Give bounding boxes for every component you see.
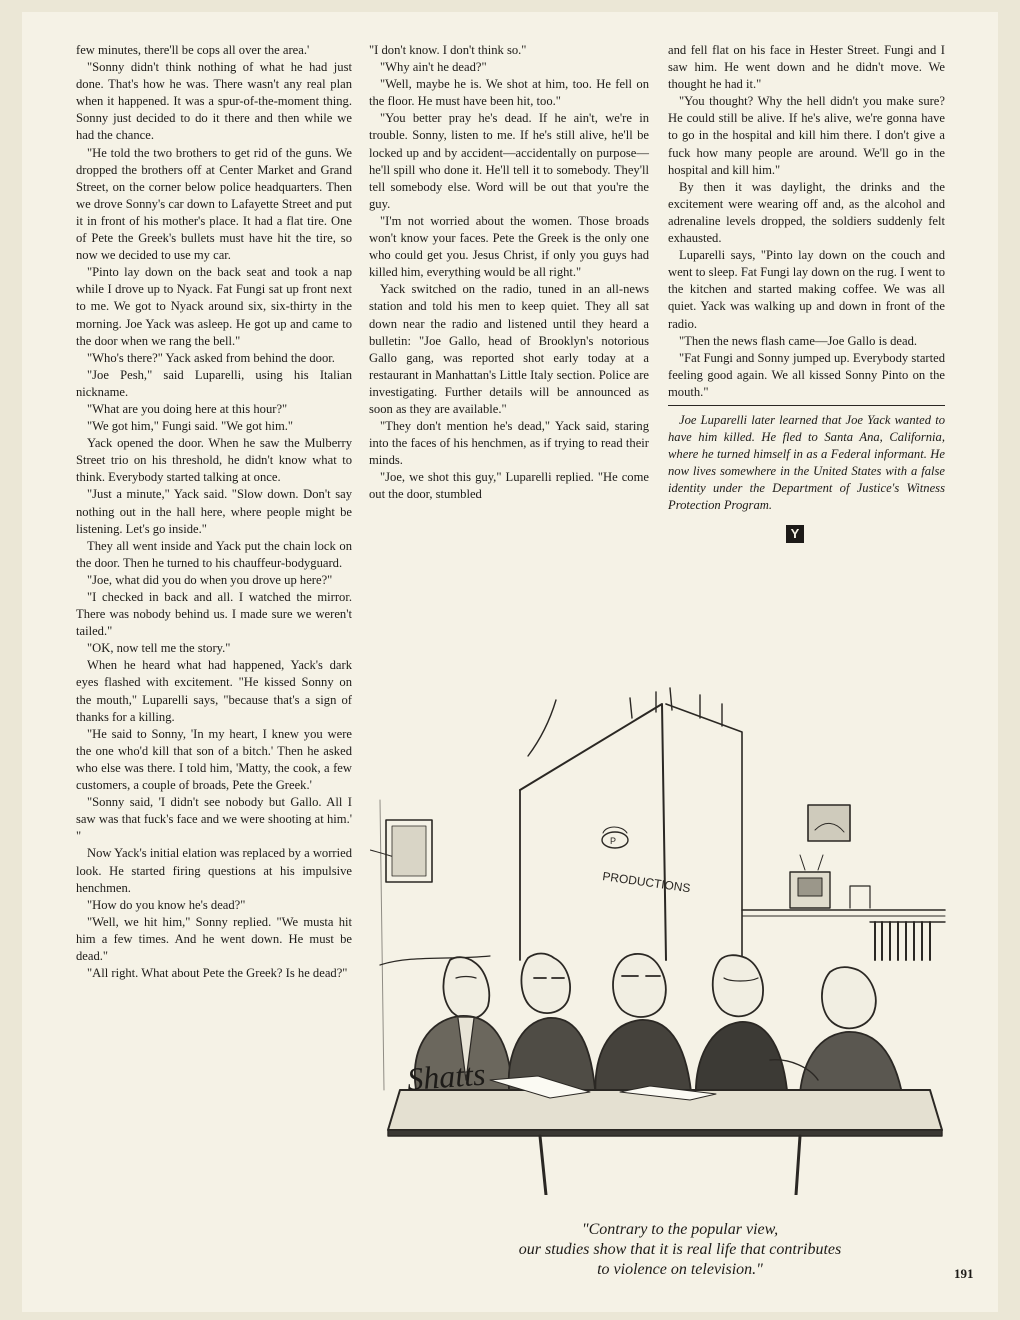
paragraph: "All right. What about Pete the Greek? Is he dead?" [87,966,348,981]
caption-line-3: to violence on television." [597,1261,763,1278]
end-mark-icon: Y [786,525,804,543]
paragraph: "Pinto lay down on the back seat and took a nap while I drove up to Nyack. Fat Fungi sat up front next to me. We got to Nyack around six, six-thirty in the morning. Joe Yack was asleep. He got up and came to the door when we rang the bell." [76,265,352,348]
paragraph: "Sonny didn't think nothing of what he had just done. That's how he was. There wasn't any real plan when it happened. It was a spur-of-the-moment thing. Sonny just decided to do it there and then while we had the chance. [76,60,352,143]
paragraph: "We got him," Fungi said. "We got him." [87,419,294,434]
productions-logo-letter: P [610,836,617,846]
paragraph: "They don't mention he's dead," Yack said, staring into the faces of his henchmen, as if trying to read their minds. [369,419,649,468]
paragraph: "Joe Pesh," said Luparelli, using his Italian nickname. [76,367,352,399]
paragraph: They all went inside and Yack put the chain lock on the door. Then he turned to his chauffeur-bodyguard. [76,538,352,570]
paragraph: Yack opened the door. When he saw the Mulberry Street trio on his threshold, he didn't know what to think. Everybody started talking at once. [76,436,352,485]
paragraph: "I checked in back and all. I watched the mirror. There was nobody behind us. I made sure we weren't tailed." [76,590,352,639]
paragraph: "I don't know. I don't think so." [369,43,527,57]
caption-line-2: our studies show that it is real life that contributes [518,1241,842,1258]
afterword-note: Joe Luparelli later learned that Joe Yack wanted to have him killed. He fled to Santa Ana, California, where he turned himself in as a Federal informant. He now lives somewhere in the United States with a false identity under the Department of Justice's Witness Protection Program. [668,405,945,515]
paragraph: "You thought? Why the hell didn't you make sure? He could still be alive. If he's alive, we're gonna have to go in the hospital and kill him there. I don't give a fuck how many people are around. We'll go in the hospital and kill him." [668,94,945,177]
caption-line-1: "Contrary to the popular view, [581,1221,779,1238]
executive-3 [595,954,692,1102]
bookshelf [870,922,945,960]
paragraph: "I'm not worried about the women. Those broads won't know your faces. Pete the Greek is the only one who could get you. Jesus Christ, if only you guys had killed him, everything would be all right." [369,213,649,280]
artist-signature: Shatts [405,1055,487,1097]
paragraph: "Just a minute," Yack said. "Slow down. Don't say nothing out in the hall here, where people might be listening. Let's go inside." [76,487,352,536]
paragraph: By then it was daylight, the drinks and the excitement were wearing off and, as the alcohol and adrenaline levels dropped, the soldiers suddenly felt exhausted. [668,179,945,246]
cartoon-caption [400,1220,960,1280]
paragraph: "What are you doing here at this hour?" [87,401,288,416]
paragraph: "He told the two brothers to get rid of the guns. We dropped the brothers off at Center Market and Grand Street, on the corner below police headquarters. Then we drove Sonny's car down to Lafayette Street and put it in front of his mother's place. It had a flat tire. One of Pete the Greek's bullets must have hit the tire, so now we decided to use my car. [76,145,352,263]
framed-picture-left [386,820,432,882]
paragraph: "Well, maybe he is. We shot at him, too. He fell on the floor. He must have been hit, too." [369,77,649,109]
productions-sign-text: PRODUCTIONS [601,869,692,896]
framed-picture-right [808,805,850,841]
column-3-body [668,42,945,401]
cartoon-illustration [370,660,950,1195]
paragraph: "OK, now tell me the story." [87,641,231,656]
paragraph: "Joe, what did you do when you drove up here?" [87,572,333,587]
paragraph: "Sonny said, 'I didn't see nobody but Gallo. All I saw was that fuck's face and we were shooting at him.' " [76,795,352,844]
paragraph: "Why ain't he dead?" [380,60,487,75]
paragraph: few minutes, there'll be cops all over the area.' [76,43,310,57]
paragraph: "Fat Fungi and Sonny jumped up. Everybody started feeling good again. We all kissed Sonny Pinto on the mouth." [668,350,945,399]
paragraph: "Joe, we shot this guy," Luparelli replied. "He come out the door, stumbled [369,470,649,502]
door-frame [520,688,742,960]
paragraph: Yack switched on the radio, tuned in an all-news station and told his men to keep quiet. They all sat down near the radio and listened until they heard a bulletin: "Joe Gallo, head of Brooklyn's notorious Gallo gang, was reported shot early today at a restaurant in Manhattan's Little Italy section. Police are investigating. Further details will be announced as soon as they are available." [369,282,649,416]
paragraph: "He said to Sonny, 'In my heart, I knew you were the one who'd kill that son of a bitch.' Then he asked who else was there. I told him, 'Matty, the cook, a few customers, a couple of broads, Pete the Greek.' [76,726,352,793]
page-number: 191 [954,1266,974,1281]
paragraph: "Who's there?" Yack asked from behind the door. [87,350,335,365]
article-column-1 [76,42,352,982]
paragraph: "How do you know he's dead?" [87,897,246,912]
paragraph: Now Yack's initial elation was replaced by a worried look. He started firing questions at his impulsive henchmen. [76,846,352,895]
executive-4 [696,955,788,1100]
paragraph: and fell flat on his face in Hester Street. Fungi and I saw him. He went down and he didn't move. We thought he had it." [668,43,945,92]
wall-shelf [742,855,945,916]
article-column-2 [369,42,649,504]
paragraph: "Well, we hit him," Sonny replied. "We musta hit him a few times. And he went down. He must be dead." [76,914,352,963]
conference-table [388,1076,942,1195]
paragraph: "You better pray he's dead. If he ain't, we're in trouble. Sonny, listen to me. If he's still alive, he'll be locked up and by accident—accidentally on purpose—he'll spill who done it. He'll tell it to somebody. They'll tell somebody else. Word will be out that you're the guy. [369,111,649,211]
article-column-3 [668,42,945,543]
paragraph: Luparelli says, "Pinto lay down on the couch and went to sleep. Fat Fungi lay down on the rug. I went to the kitchen and started making coffee. We was all quiet. Yack was walking up and down in front of the radio. [668,248,945,331]
paragraph: "Then the news flash came—Joe Gallo is dead. [679,333,918,348]
paragraph: When he heard what had happened, Yack's dark eyes flashed with excitement. "He kissed Sonny on the mouth," Luparelli says, "because that's a sign of thanks for a killing. [76,658,352,724]
